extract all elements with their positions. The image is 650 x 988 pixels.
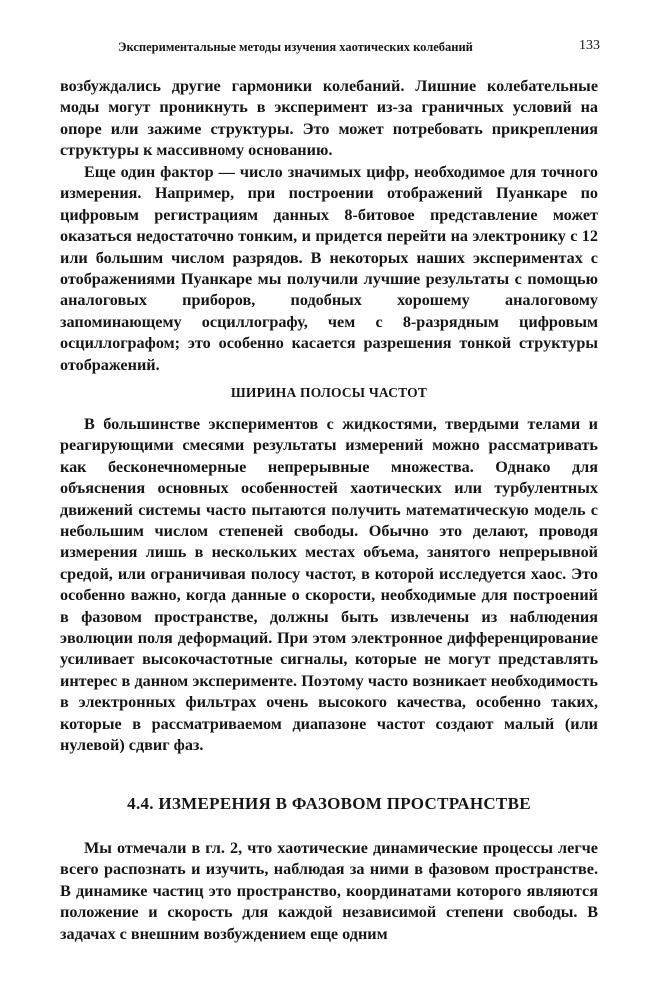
section-heading-phase-space: 4.4. ИЗМЕРЕНИЯ В ФАЗОВОМ ПРОСТРАНСТВЕ (127, 794, 531, 813)
paragraph-phase-space: Мы отмечали в гл. 2, что хаотические динамические процессы легче всего распознать и изучить, наблюдая за ними в фазовом пространстве. В динамике частиц это пространство, координатами которого являются положение и скорость для каждой независимой степени свободы. В задачах с внешним возбуждением еще одним (60, 839, 598, 943)
paragraph-extra-modes: возбуждались другие гармоники колебаний. Лишние колебательные моды могут проникнуть в эксперимент из-за граничных условий на опоре или зажиме структуры. Это может потребовать прикрепления структуры к массивному основанию. (60, 77, 598, 160)
paragraph-bandwidth: В большинстве экспериментов с жидкостями, твердыми телами и реагирующими смесями результаты измерений можно рассматривать как бесконечномерные непрерывные множества. Однако для объяснения основных особенностей хаотических или турбулентных движений системы часто пытаются получить математическую модель с небольшим числом степеней свободы. Обычно это делают, проводя измерения лишь в нескольких местах объема, занятого непрерывной средой, или ограничивая полосу частот, в которой исследуется хаос. Это особенно важно, когда данные о скорости, необходимые для построений в фазовом пространстве, должны быть извлечены из наблюдения эволюции поля деформаций. При этом электронное дифференцирование усиливает высокочастотные сигналы, которые не могут представлять интерес в данном эксперименте. Поэтому часто возникает необходимость в электронных фильтрах очень высокого качества, особенно таких, которые в рассматриваемом диапазоне частот создают малый (или нулевой) сдвиг фаз. (60, 415, 598, 755)
running-head (60, 34, 600, 60)
page-number: 133 (579, 38, 600, 53)
running-head-title: Экспериментальные методы изучения хаотических колебаний (118, 40, 473, 54)
subheading-bandwidth: ШИРИНА ПОЛОСЫ ЧАСТОТ (230, 385, 428, 400)
paragraph-significant-digits: Еще один фактор — число значимых цифр, необходимое для точного измерения. Например, при построении отображений Пуанкаре по цифровым регистрациям данных 8-битовое представление может оказаться недостаточно тонким, и придется перейти на электронику с 12 или большим числом разрядов. В некоторых наших экспериментах с отображениями Пуанкаре мы получили лучшие результаты с помощью аналоговых приборов, подобных хорошему аналоговому запоминающему осциллографу, чем с 8-разрядным цифровым осциллографом; это особенно касается разрешения тонкой структуры отображений. (60, 163, 598, 374)
